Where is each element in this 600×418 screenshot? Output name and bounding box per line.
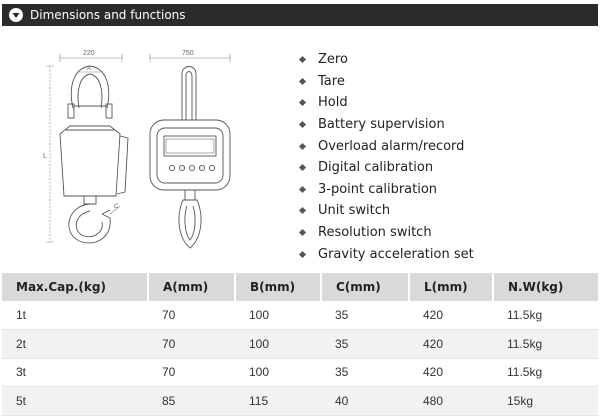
feature-item [297,157,474,179]
table-header-row [2,273,598,301]
column-header-l: L(mm) [409,273,493,301]
table-cell: 85 [148,387,235,416]
table-cell: 115 [235,387,321,416]
feature-label: Resolution switch [318,225,432,241]
feature-list [297,49,474,265]
table-cell: 420 [409,358,493,387]
feature-label: Zero [318,52,348,68]
bullet-diamond-icon [299,251,306,258]
dimension-label-c: C [114,204,119,210]
table-cell: 70 [148,358,235,387]
bullet-diamond-icon [299,164,306,171]
table-cell: 35 [321,358,409,387]
column-header-b: B(mm) [235,273,321,301]
bullet-diamond-icon [299,121,306,128]
table-cell: 100 [235,330,321,359]
bullet-diamond-icon [299,99,306,106]
bullet-diamond-icon [299,229,306,236]
table-cell: 70 [148,330,235,359]
feature-label: 3-point calibration [318,181,438,197]
feature-label: Overload alarm/record [318,138,465,154]
bullet-diamond-icon [299,56,306,63]
table-cell: 11.5kg [493,358,598,387]
table-row [2,301,598,330]
table-row [2,387,598,416]
feature-label: Battery supervision [318,117,445,133]
section-title: Dimensions and functions [30,8,186,22]
feature-label: Gravity acceleration set [318,246,474,262]
table-cell: 70 [148,301,235,330]
table-cell: 420 [409,301,493,330]
column-header-net-weight: N.W(kg) [493,273,598,301]
chevron-down-icon[interactable] [9,8,23,22]
table-cell: 11.5kg [493,330,598,359]
table-cell: 3t [2,358,148,387]
crane-scale-dimension-drawing [10,46,260,256]
feature-item [297,114,474,136]
table-cell: 100 [235,301,321,330]
bullet-diamond-icon [299,78,306,85]
table-row [2,330,598,359]
bullet-diamond-icon [299,186,306,193]
feature-item [297,71,474,93]
bullet-diamond-icon [299,143,306,150]
table-cell: 11.5kg [493,301,598,330]
table-cell: 420 [409,330,493,359]
feature-item [297,243,474,265]
dimension-label-a: A [87,66,92,72]
table-cell: 2t [2,330,148,359]
table-cell: 15kg [493,387,598,416]
dimension-label-body-width: 750 [182,50,194,57]
table-cell: 480 [409,387,493,416]
feature-item [297,135,474,157]
column-header-max-capacity: Max.Cap.(kg) [2,273,148,301]
feature-label: Hold [318,95,348,111]
table-cell: 1t [2,301,148,330]
feature-item [297,222,474,244]
column-header-a: A(mm) [148,273,235,301]
feature-item [297,200,474,222]
feature-item [297,179,474,201]
table-cell: 35 [321,330,409,359]
feature-item [297,92,474,114]
feature-label: Digital calibration [318,160,434,176]
table-cell: 5t [2,387,148,416]
specification-table [2,273,598,416]
dimension-label-hook-width: 220 [83,50,95,57]
feature-label: Tare [318,73,345,89]
table-cell: 40 [321,387,409,416]
dimension-label-l: L [43,153,47,160]
feature-item [297,49,474,71]
feature-label: Unit switch [318,203,391,219]
table-cell: 100 [235,358,321,387]
bullet-diamond-icon [299,207,306,214]
column-header-c: C(mm) [321,273,409,301]
section-header[interactable] [2,4,598,26]
table-cell: 35 [321,301,409,330]
table-row [2,358,598,387]
